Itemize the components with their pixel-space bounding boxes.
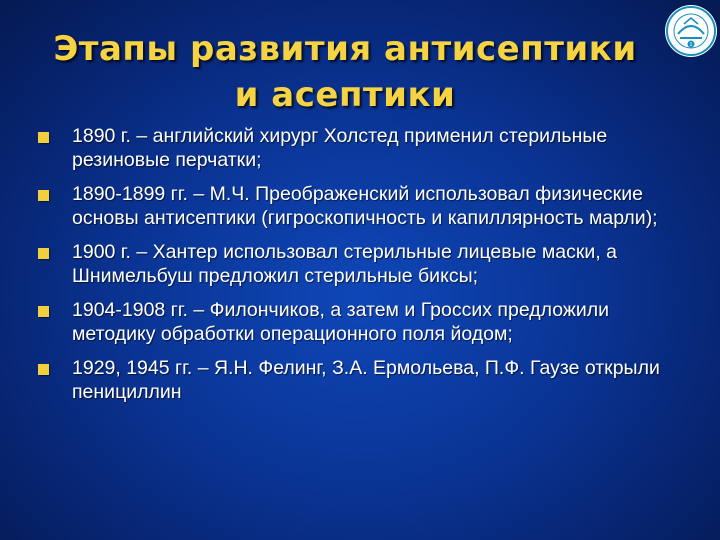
square-bullet-icon [38,190,49,201]
bullet-text: 1904-1908 гг. – Филончиков, а затем и Гроссих предложили методику обработки операционного поля йодом; [72,299,610,345]
list-item [36,124,696,172]
list-item [36,240,696,288]
bullet-text: 1890 г. – английский хирург Холстед применил стерильные резиновые перчатки; [72,125,608,171]
square-bullet-icon [38,306,49,317]
svg-text:1: 1 [689,42,693,48]
square-bullet-icon [38,248,49,259]
square-bullet-icon [38,364,49,375]
bullet-text: 1929, 1945 гг. – Я.Н. Фелинг, З.А. Ермольева, П.Ф. Гаузе открыли пенициллин [72,357,660,403]
slide-title [30,26,660,118]
list-item [36,356,696,404]
bullet-text: 1900 г. – Хантер использовал стерильные лицевые маски, а Шнимельбуш предложил стерильные биксы; [72,241,618,287]
square-bullet-icon [38,132,49,143]
bullet-list [36,124,696,414]
slide-title-line-2: и асептики [234,75,456,115]
list-item [36,298,696,346]
list-item [36,182,696,230]
university-emblem-icon [664,4,718,58]
bullet-text: 1890-1899 гг. – М.Ч. Преображенский использовал физические основы антисептики (гигроскопичность и капиллярность марли); [72,183,658,229]
slide-title-line-1: Этапы развития антисептики [53,29,637,69]
